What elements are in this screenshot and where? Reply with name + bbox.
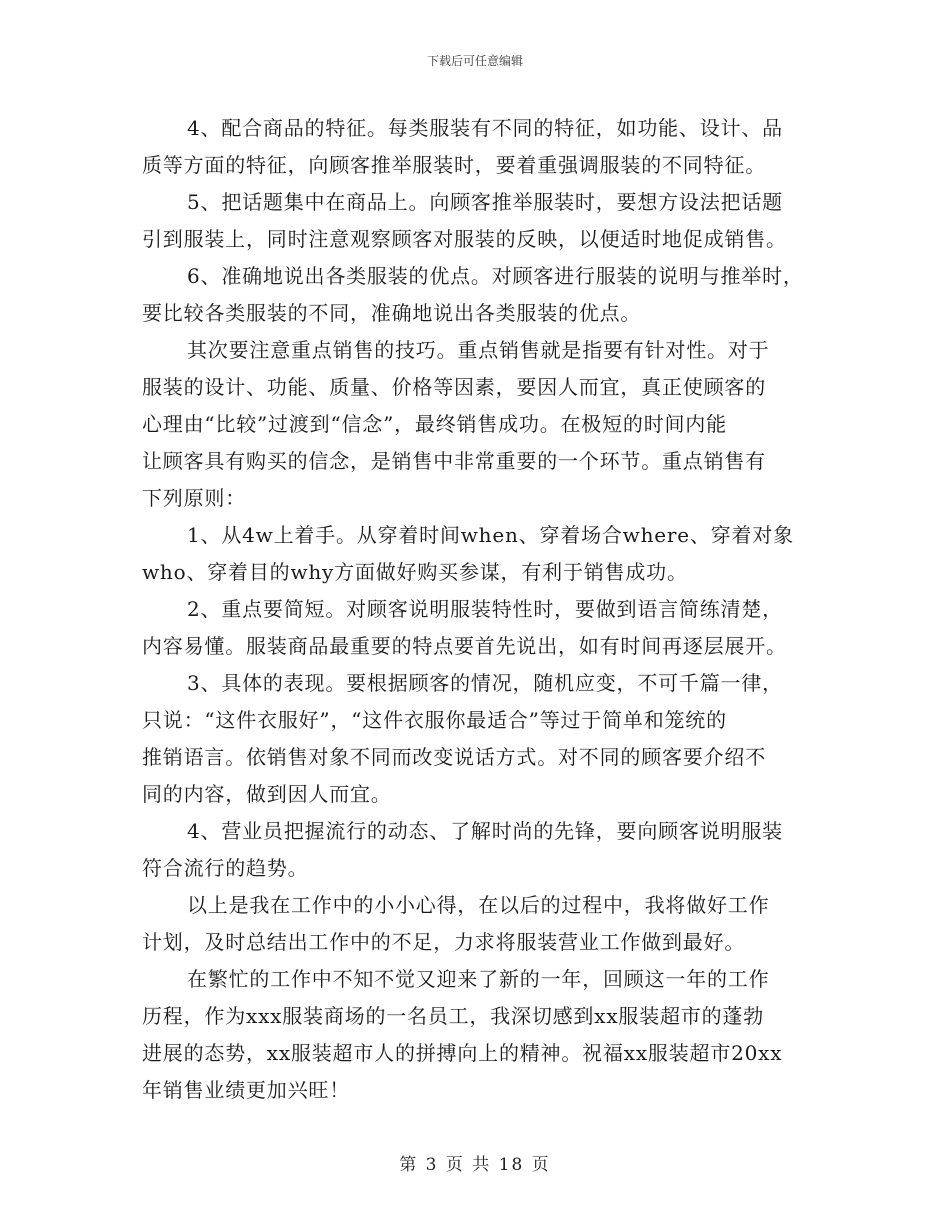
page-footer: 第 3 页 共 18 页 — [399, 1155, 551, 1175]
paragraph: 以上是我在工作中的小小心得，在以后的过程中，我将做好工作 计划，及时总结出工作中的不足，力求将服装营业工作做到最好。 — [142, 893, 770, 954]
paragraph: 4、配合商品的特征。每类服装有不同的特征，如功能、设计、品 质等方面的特征，向顾客推举服装时，要着重强调服装的不同特征。 — [142, 116, 783, 177]
paragraph: 6、准确地说出各类服装的优点。对顾客进行服装的说明与推举时， 要比较各类服装的不同，准确地说出各类服装的优点。 — [142, 264, 804, 325]
paragraph: 2、重点要简短。对顾客说明服装特性时，要做到语言简练清楚， 内容易懂。服装商品最重要的特点要首先说出，如有时间再逐层展开。 — [142, 597, 787, 658]
document-body — [142, 110, 822, 1109]
paragraph: 4、营业员把握流行的动态、了解时尚的先锋，要向顾客说明服装 符合流行的趋势。 — [142, 819, 783, 880]
paragraph: 3、具体的表现。要根据顾客的情况，随机应变，不可千篇一律， 只说：“这件衣服好”，“这件衣服你最适合”等过于简单和笼统的 推销语言。依销售对象不同而改变说话方式。对不同的顾客要介绍不 同的内容，做到因人而宜。 — [142, 671, 783, 806]
paragraph: 在繁忙的工作中不知不觉又迎来了新的一年，回顾这一年的工作 历程，作为xxx服装商场的一名员工，我深切感到xx服装超市的蓬勃 进展的态势，xx服装超市人的拼搏向上的精神。祝福xx服装超市20xx 年销售业绩更加兴旺！ — [142, 967, 783, 1102]
paragraph: 其次要注意重点销售的技巧。重点销售就是指要有针对性。对于 服装的设计、功能、质量、价格等因素，要因人而宜，真正使顾客的 心理由“比较”过渡到“信念”，最终销售成功。在极短的时间内能 让顾客具有购买的信念，是销售中非常重要的一个环节。重点销售有 下列原则： — [142, 338, 770, 510]
page-header: 下载后可任意编辑 — [426, 54, 523, 68]
paragraph: 1、从4w上着手。从穿着时间when、穿着场合where、穿着对象 who、穿着目的why方面做好购买参谋，有利于销售成功。 — [142, 523, 794, 584]
paragraph: 5、把话题集中在商品上。向顾客推举服装时，要想方设法把话题 引到服装上，同时注意观察顾客对服装的反映，以便适时地促成销售。 — [142, 190, 787, 251]
